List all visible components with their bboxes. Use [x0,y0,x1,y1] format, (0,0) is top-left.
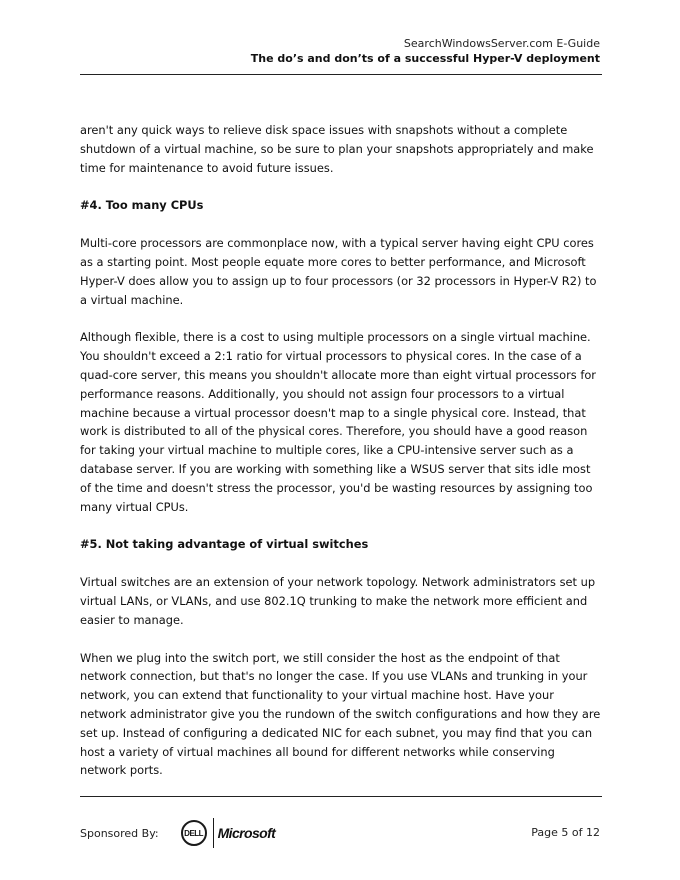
heading-virtual-switches: #5. Not taking advantage of virtual switches [80,537,369,552]
page-number: Page 5 of 12 [531,826,600,839]
guide-subtitle: The do’s and don’ts of a successful Hyper-V deployment [250,52,600,65]
dell-logo [181,820,207,846]
microsoft-logo: Microsoft [217,825,276,841]
header-divider [80,74,602,75]
guide-title: SearchWindowsServer.com E-Guide [403,37,600,50]
paragraph-multicore: Multi-core processors are commonplace now, with a typical server having eight CPU cores as a starting point. Most people equate more cores to better performance, and Microsoft Hyper-V does allow you to assign up to four processors (or 32 processors in Hyper-V R2) to a virtual machine. [80,236,597,307]
sponsor-block [80,818,275,848]
article-body [80,121,602,799]
footer-divider [80,796,602,797]
paragraph-virtual-switches: Virtual switches are an extension of your network topology. Network administrators set up virtual LANs, or VLANs, and use 802.1Q trunking to make the network more efficient and easier to manage. [80,575,596,627]
paragraph-cpu-cost: Although flexible, there is a cost to using multiple processors on a single virtual machine. You shouldn't exceed a 2:1 ratio for virtual processors to physical cores. In the case of a quad-core server, this means you shouldn't allocate more than eight virtual processors for performance reasons. Additionally, you should not assign four processors to a virtual machine because a virtual processor doesn't map to a single physical core. Instead, that work is distributed to all of the physical cores. Therefore, you should have a good reason for taking your virtual machine to multiple cores, like a CPU-intensive server such as a database server. If you are working with something like a WSUS server that sits idle most of the time and doesn't stress the processor, you'd be wasting resources by assigning too many virtual CPUs. [80,330,596,514]
logo-divider [213,818,214,848]
dell-logo-text: DELL [184,828,204,838]
heading-too-many-cpus: #4. Too many CPUs [80,198,204,213]
paragraph-snapshots: aren't any quick ways to relieve disk space issues with snapshots without a complete shutdown of a virtual machine, so be sure to plan your snapshots appropriately and make time for maintenance to avoid future issues. [80,123,594,175]
sponsored-by-label: Sponsored By: [80,826,159,840]
page-header [251,36,600,67]
paragraph-switch-port: When we plug into the switch port, we still consider the host as the endpoint of that network connection, but that's no longer the case. If you use VLANs and trunking in your network, you can extend that functionality to your virtual machine host. Have your network administrator give you the rundown of the switch configurations and how they are set up. Instead of configuring a dedicated NIC for each subnet, you may find that you can host a variety of virtual machines all bound for different networks while conserving network ports. [80,650,601,778]
